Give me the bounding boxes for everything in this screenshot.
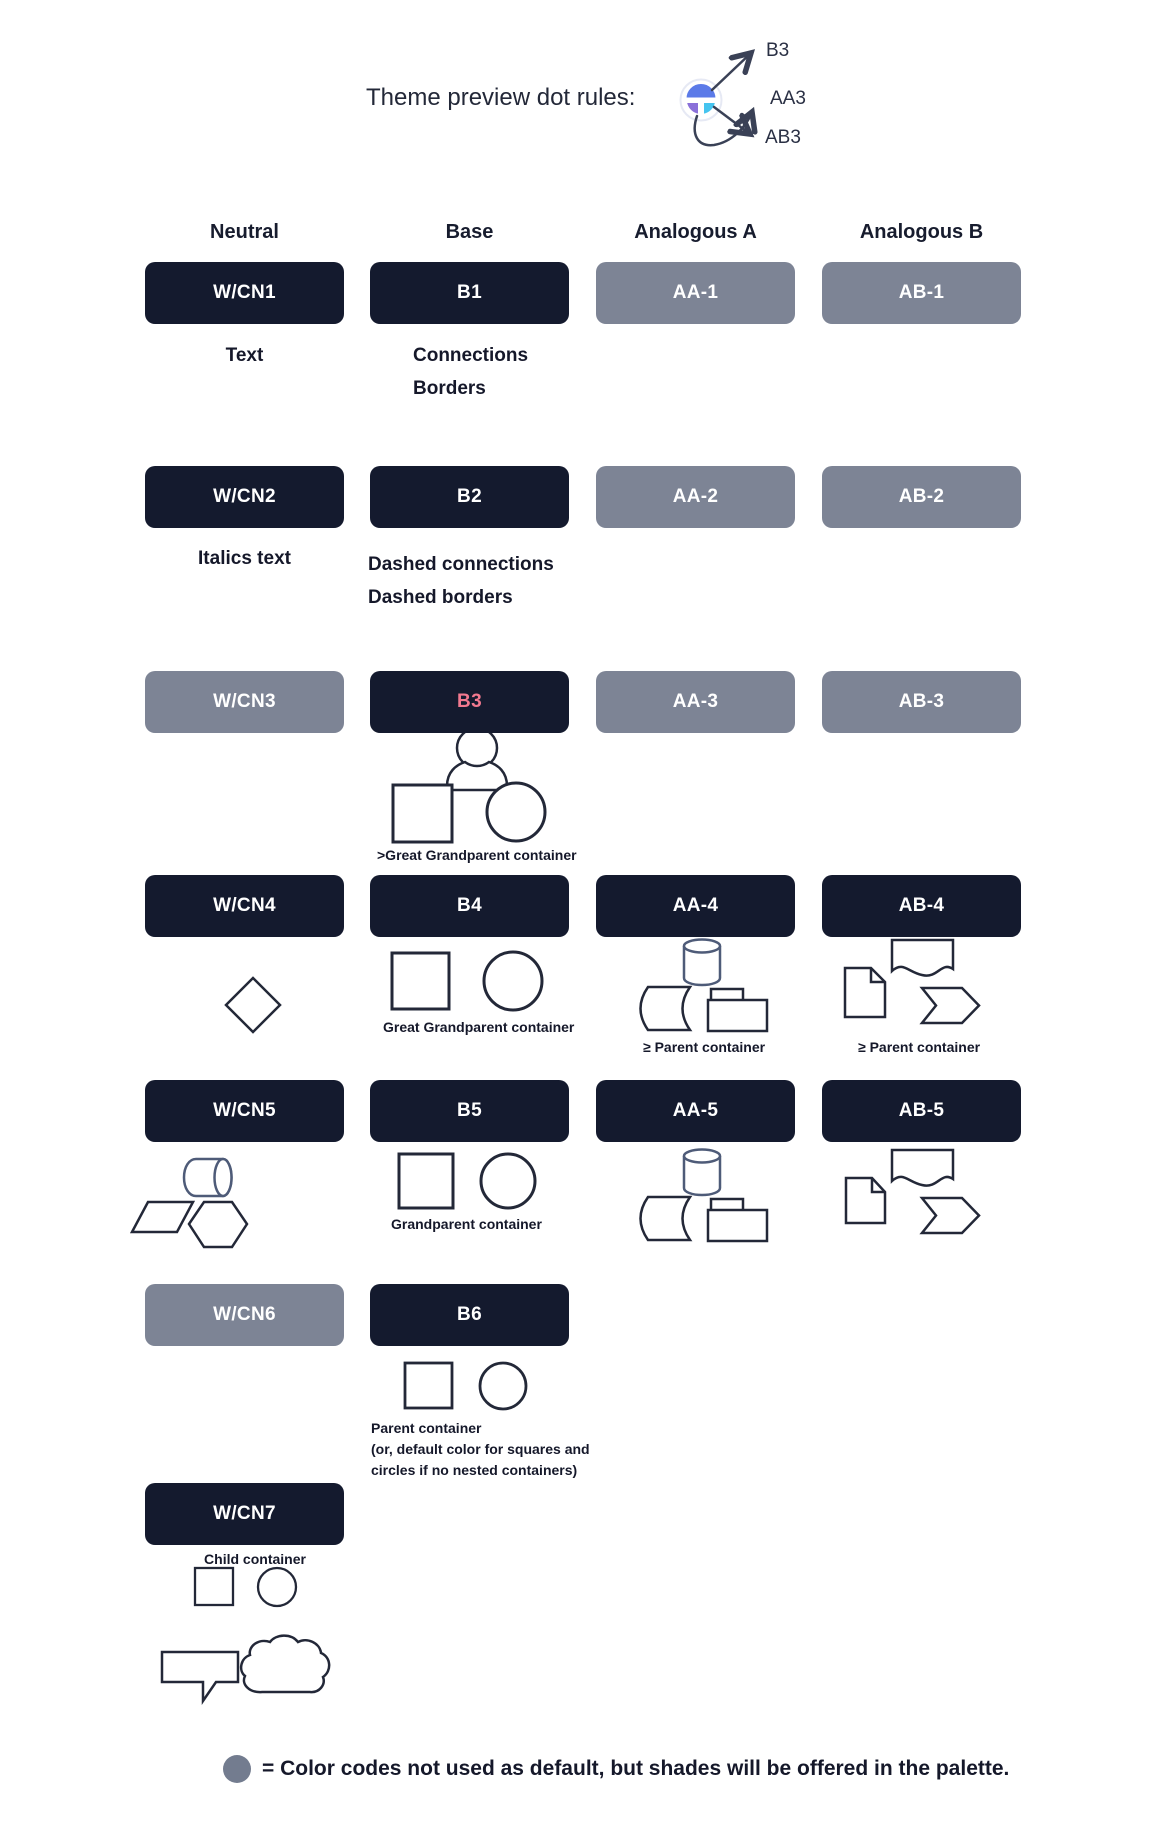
swatch-b2: B2 (370, 466, 569, 528)
person-icon (447, 762, 507, 790)
ab4-shape-cluster (845, 940, 979, 1023)
caption-grandparent-b5: Grandparent container (391, 1216, 542, 1232)
swatch-wcn6: W/CN6 (145, 1284, 344, 1346)
column-header-neutral: Neutral (210, 221, 279, 243)
swatch-ab3: AB-3 (822, 671, 1021, 733)
swatch-aa5: AA-5 (596, 1080, 795, 1142)
circle-shape (480, 1363, 526, 1409)
wcn7-shape-cluster (162, 1568, 329, 1701)
swatch-b3: B3 (370, 671, 569, 733)
caption-italics-text: Italics text (198, 548, 291, 569)
wavy-document-icon (892, 940, 953, 976)
folder-icon (708, 1000, 767, 1031)
swatch-b5: B5 (370, 1080, 569, 1142)
caption-parent-ab4: ≥ Parent container (858, 1039, 981, 1055)
circle-shape (484, 952, 542, 1010)
legend-dot-icon (223, 1755, 251, 1783)
parallelogram-shape (132, 1202, 193, 1232)
swatch-wcn5: W/CN5 (145, 1080, 344, 1142)
b5-shape-cluster (399, 1154, 535, 1208)
document-icon (845, 968, 885, 1017)
swatch-aa1: AA-1 (596, 262, 795, 324)
dot-target-b3-label: B3 (766, 40, 790, 61)
swatch-wcn4: W/CN4 (145, 875, 344, 937)
swatch-wcn2: W/CN2 (145, 466, 344, 528)
aa5-shape-cluster (641, 1150, 768, 1242)
chevron-arrow-icon (922, 988, 979, 1023)
speech-bubble-icon (162, 1652, 238, 1701)
caption-parent-b6-line2: (or, default color for squares and (371, 1441, 590, 1457)
caption-parent-aa4: ≥ Parent container (643, 1039, 766, 1055)
ab5-shape-cluster (846, 1150, 979, 1233)
swatch-ab5: AB-5 (822, 1080, 1021, 1142)
legend-text: = Color codes not used as default, but shades will be offered in the palette. (262, 1757, 1010, 1780)
stored-data-icon (641, 1197, 691, 1240)
wavy-document-icon (892, 1150, 953, 1186)
square-shape (399, 1154, 453, 1208)
swatch-b1: B1 (370, 262, 569, 324)
caption-child-wcn7: Child container (204, 1551, 306, 1567)
cloud-icon (241, 1636, 329, 1692)
caption-text: Text (225, 345, 264, 366)
caption-parent-b6 (371, 1418, 590, 1481)
caption-parent-b6-line1: Parent container (371, 1420, 482, 1436)
swatch-wcn1: W/CN1 (145, 262, 344, 324)
aa4-shape-cluster (641, 940, 768, 1032)
folder-icon (708, 1210, 767, 1241)
document-icon (846, 1178, 885, 1223)
swatch-aa3: AA-3 (596, 671, 795, 733)
swatch-b4: B4 (370, 875, 569, 937)
hexagon-shape (189, 1202, 247, 1247)
circle-shape (487, 783, 545, 841)
swatch-wcn7: W/CN7 (145, 1483, 344, 1545)
caption-connections: Connections (413, 345, 529, 366)
caption-parent-b6-line3: circles if no nested containers) (371, 1462, 578, 1478)
dot-target-aa3-label: AA3 (770, 88, 806, 109)
square-shape (405, 1363, 452, 1408)
swatch-aa2: AA-2 (596, 466, 795, 528)
arrow-to-ab3 (714, 107, 750, 134)
chevron-arrow-icon (922, 1198, 979, 1233)
b6-shape-cluster (405, 1363, 526, 1409)
swatch-ab1: AB-1 (822, 262, 1021, 324)
caption-dashed-borders: Dashed borders (368, 587, 513, 608)
database-cylinder-icon (684, 1150, 720, 1163)
b3-shape-cluster (393, 728, 545, 842)
square-shape (393, 785, 452, 842)
stored-data-icon (641, 987, 691, 1030)
swatch-wcn3: W/CN3 (145, 671, 344, 733)
caption-great-grandparent-b4: Great Grandparent container (383, 1019, 575, 1035)
arrow-to-b3 (712, 53, 751, 90)
swatch-ab2: AB-2 (822, 466, 1021, 528)
column-header-analogous-b: Analogous B (859, 221, 984, 243)
b4-shape-cluster (392, 952, 542, 1010)
circle-shape (481, 1154, 535, 1208)
horizontal-cylinder-icon (215, 1159, 232, 1196)
arrow-to-aa3 (695, 112, 752, 145)
square-shape (392, 953, 449, 1009)
page-title: Theme preview dot rules: (366, 84, 636, 111)
caption-borders: Borders (413, 378, 486, 399)
column-header-analogous-a: Analogous A (634, 221, 757, 243)
dot-target-ab3-label: AB3 (765, 127, 801, 148)
diamond-shape (226, 978, 280, 1032)
caption-great-grandparent-b3: >Great Grandparent container (377, 847, 577, 863)
swatch-ab4: AB-4 (822, 875, 1021, 937)
column-header-base: Base (445, 221, 494, 243)
database-cylinder-icon (684, 940, 720, 953)
swatch-aa4: AA-4 (596, 875, 795, 937)
swatch-b6: B6 (370, 1284, 569, 1346)
wcn4-shape-cluster (226, 978, 280, 1032)
caption-dashed-connections: Dashed connections (368, 554, 554, 575)
circle-shape (258, 1568, 296, 1606)
square-shape (195, 1568, 233, 1605)
wcn5-shape-cluster (132, 1159, 247, 1247)
